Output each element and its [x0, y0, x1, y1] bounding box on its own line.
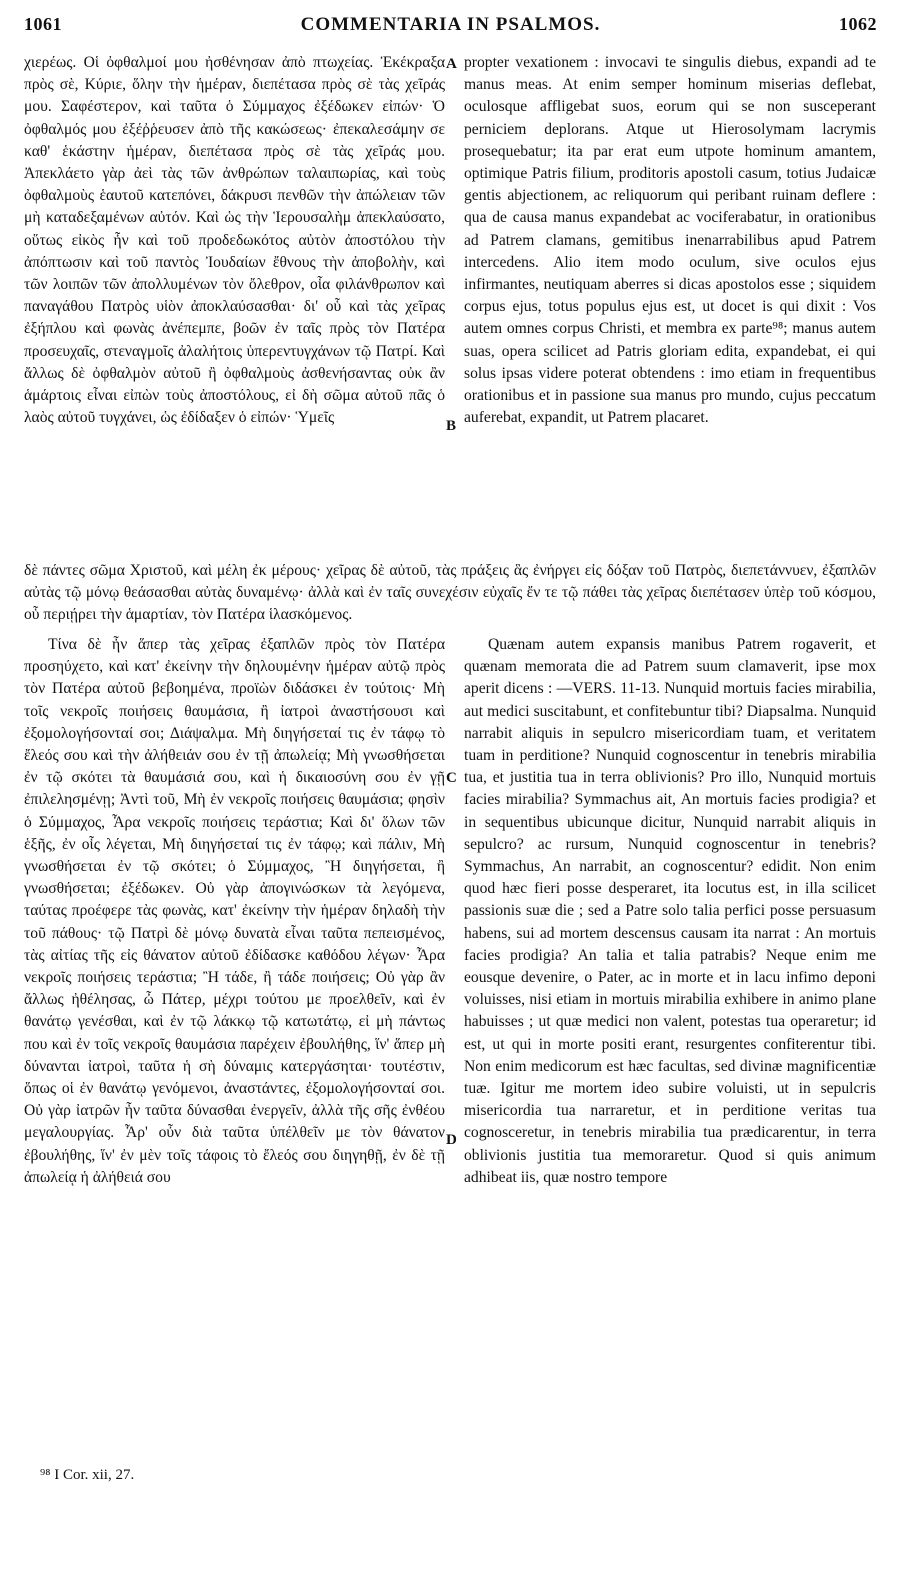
latin-paragraph-top: propter vexationem : invocavi te singulis diebus, expandi ad te manus meas. At enim semper hominum miserias deflebat, oculosque affligebat suos, eorum qui se non susceperant perniciem deplorans. Atque ut Hierosolymam lacrymis prosequebatur; ita par erat eum utpote hominum amantem, optimique Patris filium, proditoris apostoli casum, totius Judaicæ gentis abjectionem, ac reliquorum qui peribant ruinam deflere : qua de causa manus expandebat ac vociferabatur, in orationibus ad Patrem clamans, gemitibus inenarrabilibus apud Patrem intercedens. Alio item modo oculum, sive oculos ejus infirmantes, neutiquam aberres si dicas apostolos esse ; siquidem corpus ejus, totus populus ejus est, ut docet is qui dixit : Vos autem omnes corpus Christi, et membra ex parte⁹⁸; manus autem suas, opera scilicet ad Patris gloriam edita, expandebat, ei qui solus ipsas videre poterat obtendens : imo etiam in frequentibus orationibus et in passione sua manus pro mundo, cujus peccatum auferebat, expandit, ut Patrem placaret.: [464, 54, 876, 427]
latin-paragraph-bottom: Quænam autem expansis manibus Patrem rogaverit, et quænam memorata die ad Patrem suum clamaverit, ipse mox aperit dicens : —VERS. 11-13. Nunquid mortuis facies mirabilia, aut medici suscitabunt, et confitebuntur tibi? Diapsalma. Nunquid narrabit aliquis in sepulcro misericordiam tuam, et veritatem tuam in perditione? Nunquid cognoscentur in tenebris mirabilia tua, et justitia tua in terra oblivionis? Pro illo, Nunquid mortuis facies mirabilia? Symmachus ait, An mortuis facies prodigia? et in sequentibus ubicunque dicitur, Nunquid narrabit aliquis in sepulcro? ac rursum, Nunquid cognoscentur in tenebris? Symmachus, An narrabit, an cognoscentur? edidit. Non enim quod hæc fieri posse desperaret, ita locutus est, in illa scilicet passionis suæ die ; sed a Patre solo talia perfici posse persuasum habens, sui ad mortem descensus causam ita narrat : An mortuis facies prodigia? An talia et talia patrabis? Neque enim me eousque devenire, o Pater, ac in morte et in lacu infimo deponi voluisses, nisi etiam in mortuis mirabilia exhibere in animo plane habuisses ; ut quæ medici non valent, potestas tua operaretur; id est, ut qui in morte positi erant, resurgentes confiterentur tibi. Non enim medicorum est hæc facultas, sed divinæ magnificentiæ tuæ. Igitur me mortem ideo subire voluisti, ut in sepulcris misericordia tua narraretur, et in perditione veritas tua cognosceretur, in tenebris mirabilia tua prædicarentur, in terra oblivionis justitia tua memoraretur. Quod si quis animum adhibeat iis, quæ nostro tempore: [464, 636, 876, 1186]
page-number-left: 1061: [24, 14, 62, 34]
marker-d: D: [446, 1132, 457, 1148]
footnote: ⁹⁸ I Cor. xii, 27.: [40, 1467, 135, 1483]
running-header: [24, 14, 877, 42]
spanning-greek-text: [24, 560, 876, 627]
greek-paragraph-top: χιερέως. Οἱ ὀφθαλμοί μου ἠσθένησαν ἀπὸ πτωχείας. Ἐκέκραξα πρὸς σὲ, Κύριε, ὅλην τὴν ἡμέραν, διεπέτασα πρὸς σὲ τὰς χεῖράς μου. Σαφέστερον, καὶ ταῦτα ὁ Σύμμαχος ἐξέδωκεν εἰπών· Ὁ ὀφθαλμός μου ἐξέῤῥευσεν ἀπὸ τῆς κακώσεως· ἐπεκαλεσάμην σε καθ' ἑκάστην ἡμέραν, διεπέτασα πρὸς σὲ τὰς χεῖράς μου. Ἀπεκλάετο γὰρ ἀεὶ τὰς τῶν ἀνθρώπων ταλαιπωρίας, καὶ τοὺς ὀφθαλμοὺς ἑαυτοῦ κατεπόνει, δάκρυσι πενθῶν τὴν ἀπώλειαν τῶν μὴ καταδεξαμένων αὐτόν. Καὶ ὡς τὴν Ἱερουσαλὴμ ἀπεκλαύσατο, οὕτως εἰκὸς ἦν καὶ τοῦ προδεδωκότος αὐτὸν ἀποστόλου τὴν ἀπόπτωσιν καὶ τοῦ παντὸς Ἰουδαίων ἔθνους τὴν ἀποβολὴν, καὶ τῶν λοιπῶν τῶν ἀπολλυμένων τὸν ὄλεθρον, οἷα φιλάνθρωπον καὶ παναγάθου Πατρὸς υἱὸν ἀποκλαύσασθαι· δι' οὗ καὶ τὰς χεῖρας ἐξήπλου καὶ φωνὰς ἀνέπεμπε, βοῶν ἐν ταῖς πρὸς τὸν Πατέρα προσευχαῖς, στεναγμοῖς ἀλαλήτοις ὑπερεντυγχάνων τῷ Πατρί. Καὶ ἄλλως δὲ ὀφθαλμὸν αὐτοῦ ἢ ὀφθαλμοὺς ἀσθενήσαντας οὐκ ἂν ἁμάρτοις εἶναι εἰπὼν τοὺς ἀποστόλους, εἰ δὴ σῶμα αὐτοῦ πᾶς ὁ λαὸς αὐτοῦ τυγχάνει, ὡς ἐδίδαξεν ὁ εἰπών· Ὑμεῖς: [24, 54, 445, 427]
greek-column-top: [24, 52, 445, 429]
greek-paragraph-bottom: Τίνα δὲ ἦν ἅπερ τὰς χεῖρας ἐξαπλῶν πρὸς τὸν Πατέρα προσηύχετο, καὶ κατ' ἐκείνην τὴν δηλουμένην ἡμέραν αὐτῷ πρὸς τὸν Πατέρα αὐτοῦ βεβοημένα, προϊὼν διδάσκει ἐν τούτοις· Μὴ τοῖς νεκροῖς ποιήσεις θαυμάσια, ἢ ἰατροὶ ἀναστήσουσι καὶ ἐξομολογήσονταί σοι; Διάψαλμα. Μὴ διηγήσεταί τις ἐν τάφῳ τὸ ἔλεός σου καὶ τὴν ἀλήθειάν σου ἐν τῇ ἀπωλείᾳ; Μὴ γνωσθήσεται ἐν τῷ σκότει τὰ θαυμάσιά σου, καὶ ἡ δικαιοσύνη σου ἐν γῇ ἐπιλελησμένῃ; Ἀντὶ τοῦ, Μὴ ἐν νεκροῖς ποιήσεις θαυμάσια; φησὶν ὁ Σύμμαχος, Ἆρα νεκροῖς ποιήσεις τεράστια; Καὶ δι' ὅλων τῶν ἑξῆς, ἐν οἷς λέγεται, Μὴ διηγήσεταί τις ἐν τάφῳ; καὶ πάλιν, Μὴ γνωσθήσεται ἐν τῷ σκότει; ὁ Σύμμαχος, Ἢ διηγήσεται, ἢ γνωσθήσεται; ἐξέδωκεν. Οὐ γὰρ ἀπογινώσκων τὰ λεγόμενα, ταύτας προέφερε τὰς φωνὰς, κατ' ἐκείνην τὴν ἡμέραν δηλαδὴ τὴν τοῦ πάθους· τῷ Πατρὶ δὲ μόνῳ δυνατὰ εἶναι ταῦτα πεπεισμένος, τὰς αἰτίας τῆς εἰς θάνατον αὐτοῦ ἐδίδασκε καθόδου λέγων· Ἆρα νεκροῖς ποιήσεις τεράστια; Ἢ τάδε, ἢ τάδε ποιήσεις; Οὐ γὰρ ἂν ἄλλως ἠθέλησας, ὦ Πάτερ, μέχρι τούτου με προελθεῖν, καὶ ἐν θανάτῳ γενέσθαι, καὶ ἐν τῷ λάκκῳ τῷ κατωτάτῳ, εἰ μὴ πάντως που καὶ ἐν τοῖς νεκροῖς θαυμάσια παρέχειν ἐβουλήθης, ἵν' ἅπερ μὴ δύνανται ἰατροὶ, ταῦτα ἡ σὴ δύναμις κατεργάσηται· τουτέστιν, ὅπως οἱ ἐν θανάτῳ γενόμενοι, ἀναστάντες, ἐξομολογήσονταί σοι. Οὐ γὰρ ἰατρῶν ἦν ταῦτα δύνασθαι ἐνεργεῖν, ἀλλὰ τῆς σῆς ἐνθέου μεγαλουργίας. Ἆρ' οὖν διὰ ταῦτα ὑπέλθεῖν με τὸν θάνατον ἐβουλήθης, ἵν' ἐν μὲν τοῖς τάφοις τὸ ἔλεός σου διηγηθῇ, ἐν δὲ τῇ ἀπωλείᾳ ἡ ἀλήθειά σου: [24, 636, 445, 1186]
marker-b: B: [446, 418, 457, 434]
latin-column-top: [464, 52, 876, 429]
greek-spanning-paragraph: δὲ πάντες σῶμα Χριστοῦ, καὶ μέλη ἐκ μέρους· χεῖρας δὲ αὐτοῦ, τὰς πράξεις ἃς ἐνήργει εἰς δόξαν τοῦ Πατρὸς, διεπετάννυεν, ἐξαπλῶν αὐτὰς τῷ μόνῳ θεάσασθαι αὐτὰς δυναμένῳ· ἀλλὰ καὶ ἐν ταῖς συνεχέσιν εὐχαῖς ἔν τε τῷ πάθει τὰς χεῖρας διεπέτασεν ὑπὲρ τοῦ κόσμου, οὗ περιῄρει τὴν ἁμαρτίαν, τὸν Πατέρα ἱλασκόμενος.: [24, 562, 876, 624]
marker-a: A: [446, 56, 457, 72]
greek-column-bottom: [24, 634, 445, 1189]
latin-column-bottom: [464, 634, 876, 1189]
marker-c: C: [446, 770, 457, 786]
running-title: COMMENTARIA IN PSALMOS.: [300, 14, 601, 35]
page-number-right: 1062: [839, 14, 877, 34]
